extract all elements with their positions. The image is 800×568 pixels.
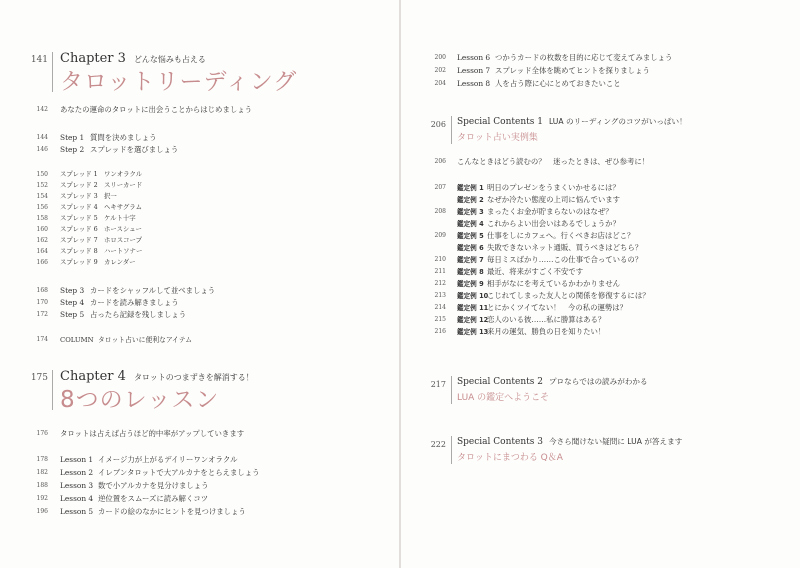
chapter-intro[interactable]: あなたの運命のタロットに出会うことからはじめましょう — [60, 105, 253, 114]
entry-text: これからよい出会いはあるでしょうか？ — [487, 219, 620, 228]
entry-label: スプレッド 7 — [60, 236, 98, 244]
entry-text: 恋人のいる彼……私に勝算はある？ — [487, 315, 606, 324]
chapter-label: Chapter 3 — [60, 51, 126, 66]
toc-entry[interactable] — [60, 132, 157, 143]
entry-text: 質問を決めましょう — [90, 133, 157, 142]
item-page-number: 154 — [36, 193, 48, 200]
item-page-number: 192 — [36, 495, 48, 502]
toc-entry[interactable] — [60, 224, 142, 233]
entry-label: 鑑定例 5 — [457, 232, 484, 240]
entry-text: カードをシャッフルして並べましょう — [90, 286, 216, 295]
toc-entry[interactable] — [457, 65, 650, 76]
toc-entry[interactable] — [60, 493, 208, 504]
toc-entry[interactable] — [457, 314, 605, 325]
item-page-number: 209 — [434, 232, 446, 239]
entry-text: 最近、将来がすごく不安です — [487, 267, 584, 276]
entry-label: 鑑定例 2 — [457, 196, 484, 204]
toc-entry[interactable] — [457, 218, 620, 229]
entry-label: 鑑定例 11 — [457, 304, 489, 312]
entry-label: 鑑定例 7 — [457, 256, 484, 264]
toc-entry[interactable] — [457, 254, 642, 265]
item-page-number: 202 — [434, 67, 446, 74]
toc-entry[interactable] — [60, 297, 179, 308]
toc-entry[interactable] — [457, 78, 621, 89]
toc-entry[interactable] — [457, 182, 620, 193]
entry-label: スプレッド 4 — [60, 203, 98, 211]
special-title[interactable]: LUA の鑑定へようこそ — [457, 393, 550, 403]
entry-label: 鑑定例 4 — [457, 220, 484, 228]
item-page-number: 160 — [36, 226, 48, 233]
entry-label: Step 1 — [60, 133, 85, 142]
entry-text: つかうカードの枚数を目的に応じて変えてみましょう — [495, 53, 673, 62]
entry-label: スプレッド 1 — [60, 170, 98, 178]
toc-entry[interactable] — [60, 169, 142, 178]
item-page-number: 214 — [434, 304, 446, 311]
section-divider — [451, 436, 452, 464]
entry-text: 占ったら記録を残しましょう — [90, 310, 187, 319]
toc-entry[interactable] — [60, 480, 209, 491]
section-divider — [451, 116, 452, 144]
entry-label: Lesson 1 — [60, 455, 94, 464]
chapter-divider — [52, 370, 53, 410]
entry-text: カレンダー — [104, 258, 136, 266]
column-entry[interactable] — [60, 334, 192, 344]
right-page — [401, 0, 800, 568]
toc-entry[interactable] — [457, 302, 627, 313]
item-page-number: 166 — [36, 259, 48, 266]
entry-label: Lesson 7 — [457, 66, 491, 75]
toc-entry[interactable] — [457, 278, 620, 289]
chapter-label: Chapter 4 — [60, 369, 126, 384]
item-page-number: 207 — [434, 184, 446, 191]
chapter-subtitle: タロットのつまずきを解消する！ — [133, 373, 254, 382]
entry-label: Lesson 4 — [60, 494, 94, 503]
chapter-title[interactable]: 8つのレッスン — [60, 387, 220, 413]
entry-label: スプレッド 5 — [60, 214, 98, 222]
item-page-number: 146 — [36, 146, 48, 153]
entry-text: 人を占う際に心にとめておきたいこと — [495, 79, 621, 88]
entry-label: 鑑定例 8 — [457, 268, 484, 276]
toc-entry[interactable] — [60, 202, 142, 211]
entry-text: 失敗できないネット通販、買うべきはどちら？ — [487, 243, 643, 252]
item-page-number: 164 — [36, 248, 48, 255]
entry-label: スプレッド 6 — [60, 225, 98, 233]
chapter-page-number: 141 — [30, 55, 48, 65]
item-page-number: 210 — [434, 256, 446, 263]
entry-text: イレブンタロットで大アルカナをとらえましょう — [98, 468, 260, 477]
item-page-number: 170 — [36, 299, 48, 306]
toc-entry[interactable] — [60, 235, 142, 244]
item-page-number: 162 — [36, 237, 48, 244]
item-page-number: 188 — [36, 482, 48, 489]
item-page-number: 178 — [36, 456, 48, 463]
entry-text: ハートソナー — [104, 247, 143, 255]
section-subtitle: LUA のリーディングのコツがいっぱい！ — [548, 117, 687, 126]
entry-text: 仕事をしにカフェへ。行くべきお店はどこ？ — [487, 231, 635, 240]
entry-label: COLUMN — [60, 336, 94, 344]
item-page-number: 182 — [36, 469, 48, 476]
entry-text: ホロスコープ — [104, 236, 143, 244]
item-page-number: 215 — [434, 316, 446, 323]
section-divider — [451, 376, 452, 404]
toc-entry[interactable] — [60, 285, 215, 296]
toc-entry[interactable] — [60, 213, 136, 222]
entry-label: 鑑定例 9 — [457, 280, 484, 288]
entry-text: 択一 — [104, 192, 117, 200]
entry-text: 数で小アルカナを見分けましょう — [98, 481, 209, 490]
section-page-number: 217 — [430, 380, 446, 389]
toc-entry[interactable] — [457, 266, 583, 277]
entry-label: Lesson 2 — [60, 468, 94, 477]
section-subtitle: 今さら聞けない疑問に LUA が答えます — [548, 437, 683, 446]
item-page-number: 144 — [36, 134, 48, 141]
entry-text: 逆位置をスムーズに読み解くコツ — [98, 494, 209, 503]
toc-entry[interactable] — [60, 191, 117, 200]
toc-entry[interactable] — [457, 206, 613, 217]
entry-text: ヘキサグラム — [104, 203, 143, 211]
entry-label: Lesson 6 — [457, 53, 491, 62]
entry-text: とにかくツイてない！ 今の私の運勢は？ — [487, 303, 628, 312]
section-label: Special Contents 3 — [457, 437, 543, 447]
entry-text: 来月の運気、勝負の日を知りたい！ — [487, 327, 606, 336]
entry-text: スプレッドを選びましょう — [90, 145, 179, 154]
special-heading[interactable] — [457, 116, 687, 127]
chapter-subtitle: どんな悩みも占える — [133, 55, 206, 64]
entry-text: スプレッド全体を眺めてヒントを探りましょう — [495, 66, 650, 75]
entry-text: ケルト十字 — [104, 214, 136, 222]
toc-entry[interactable] — [60, 309, 186, 320]
toc-entry[interactable] — [60, 180, 142, 189]
toc-entry[interactable] — [457, 242, 642, 253]
item-page-number: 211 — [434, 268, 446, 275]
toc-entry[interactable] — [60, 246, 142, 255]
entry-text: 毎日ミスばかり……この仕事で合っているの？ — [487, 255, 643, 264]
entry-text: こじれてしまった友人との関係を修復するには？ — [487, 291, 650, 300]
entry-label: スプレッド 3 — [60, 192, 98, 200]
chapter-divider — [52, 52, 53, 92]
item-page-number: 196 — [36, 508, 48, 515]
chapter-title[interactable]: タロットリーディング — [60, 69, 298, 95]
entry-label: 鑑定例 13 — [457, 328, 489, 336]
section-page-number: 222 — [430, 440, 446, 449]
entry-text: タロット占いに便利なアイテム — [98, 336, 193, 344]
entry-text: ワンオラクル — [104, 170, 143, 178]
entry-label: Step 4 — [60, 298, 85, 307]
section-label: Special Contents 1 — [457, 117, 543, 127]
entry-label: 鑑定例 12 — [457, 316, 489, 324]
entry-text: 明日のプレゼンをうまくいかせるには？ — [487, 183, 620, 192]
entry-label: Step 5 — [60, 310, 85, 319]
item-page-number: 142 — [36, 106, 48, 113]
item-page-number: 168 — [36, 287, 48, 294]
entry-label: 鑑定例 1 — [457, 184, 484, 192]
entry-label: Step 2 — [60, 145, 85, 154]
item-page-number: 216 — [434, 328, 446, 335]
section-subtitle: プロならではの読みがわかる — [548, 377, 648, 386]
entry-text: なぜか冷たい態度の上司に悩んでいます — [487, 195, 621, 204]
item-page-number: 204 — [434, 80, 446, 87]
toc-entry[interactable] — [60, 257, 136, 266]
item-page-number: 158 — [36, 215, 48, 222]
toc-entry[interactable] — [457, 290, 650, 301]
entry-label: スプレッド 8 — [60, 247, 98, 255]
item-page-number: 172 — [36, 311, 48, 318]
toc-entry[interactable] — [60, 467, 260, 478]
entry-text: カードの絵のなかにヒントを見つけましょう — [98, 507, 246, 516]
entry-label: 鑑定例 10 — [457, 292, 489, 300]
special-title[interactable]: タロット占い実例集 — [457, 133, 538, 143]
item-page-number: 200 — [434, 54, 446, 61]
entry-text: 相手がなにを考えているかわかりません — [487, 279, 621, 288]
special-heading[interactable] — [457, 376, 648, 387]
chapter-intro[interactable]: タロットは占えば占うほど的中率がアップしていきます — [60, 429, 245, 438]
toc-entry[interactable] — [60, 454, 237, 465]
entry-label: スプレッド 2 — [60, 181, 98, 189]
entry-label: Step 3 — [60, 286, 85, 295]
toc-entry[interactable] — [457, 230, 634, 241]
section-page-number: 206 — [430, 120, 446, 129]
toc-entry[interactable] — [60, 144, 178, 155]
entry-label: Lesson 5 — [60, 507, 94, 516]
chapter-page-number: 175 — [30, 373, 48, 383]
entry-text: まったくお金が貯まらないのはなぜ？ — [487, 207, 613, 216]
item-page-number: 206 — [434, 158, 446, 165]
item-page-number: 212 — [434, 280, 446, 287]
item-page-number: 150 — [36, 171, 48, 178]
entry-text: イメージ力が上がるデイリーワンオラクル — [98, 455, 238, 464]
entry-label: Lesson 8 — [457, 79, 491, 88]
entry-text: カードを読み解きましょう — [90, 298, 179, 307]
item-page-number: 213 — [434, 292, 446, 299]
item-page-number: 152 — [36, 182, 48, 189]
item-page-number: 208 — [434, 208, 446, 215]
entry-text: ホースシュー — [104, 225, 142, 233]
special-heading[interactable] — [457, 436, 682, 447]
entry-text: スリーカード — [104, 181, 143, 189]
entry-label: Lesson 3 — [60, 481, 94, 490]
toc-entry[interactable] — [457, 52, 672, 63]
toc-entry[interactable] — [457, 194, 620, 205]
item-page-number: 176 — [36, 430, 48, 437]
special-title[interactable]: タロットにまつわる Q＆A — [457, 453, 563, 463]
entry-label: 鑑定例 3 — [457, 208, 484, 216]
toc-entry[interactable] — [60, 506, 246, 517]
entry-label: 鑑定例 6 — [457, 244, 484, 252]
left-page — [0, 0, 399, 568]
section-label: Special Contents 2 — [457, 377, 543, 387]
item-page-number: 174 — [36, 336, 48, 343]
toc-entry[interactable] — [457, 326, 605, 337]
entry-label: スプレッド 9 — [60, 258, 98, 266]
section-intro[interactable]: こんなときはどう読むの？ 迷ったときは、ぜひ参考に！ — [457, 157, 650, 166]
item-page-number: 156 — [36, 204, 48, 211]
